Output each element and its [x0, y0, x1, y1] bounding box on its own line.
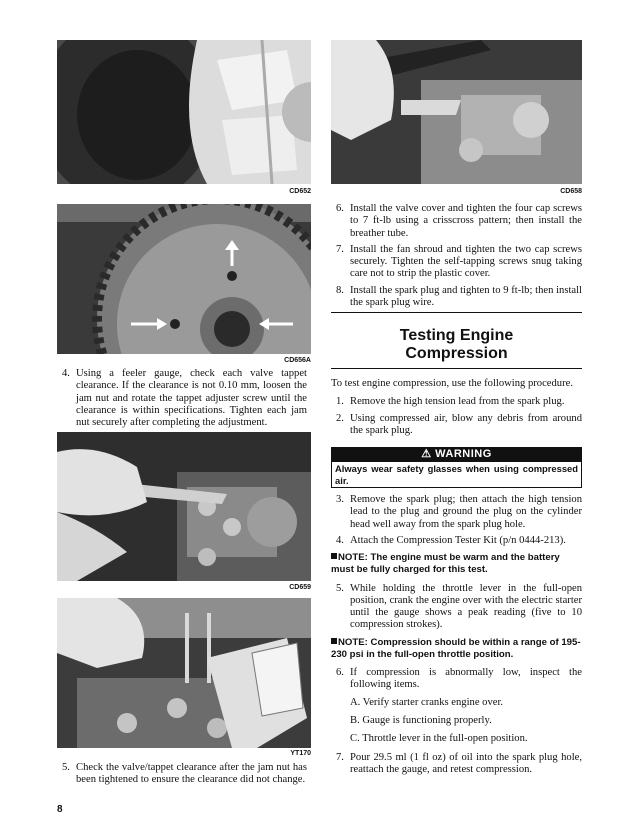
sub-item-a: A. Verify starter cranks engine over.: [350, 696, 504, 708]
page-number: 8: [57, 804, 63, 815]
step-text: Using a feeler gauge, check each valve tappet clearance. If the clearance is not 0.10 mm, loosen the jam nut and rotate the tappet adjuster screw until the clearance is within specifications. Tighten each jam nut securely after completing the adjustment.: [76, 368, 307, 429]
note-bullet-icon: [331, 638, 337, 644]
step-3: [336, 494, 582, 531]
section-top-rule: [331, 312, 582, 313]
step-number: 7.: [336, 243, 344, 255]
step-text: Check the valve/tappet clearance after the jam nut has been tightened to ensure the clearance did not change.: [76, 762, 307, 786]
note-text: NOTE: Compression should be within a range of 195-230 psi in the full-open throttle position.: [331, 636, 581, 660]
step-number: 5.: [336, 582, 344, 594]
figure-code-cd652: CD652: [289, 188, 311, 195]
step-text: Using compressed air, blow any debris from around the spark plug.: [350, 412, 582, 436]
step-number: 2.: [336, 412, 344, 424]
step-4: [336, 535, 582, 547]
step-text: Remove the spark plug; then attach the high tension lead to the plug and ground the plug on the cylinder head well away from the spark plug hole.: [350, 494, 582, 530]
right-body: [331, 378, 582, 437]
figure-code-cd658: CD658: [560, 188, 582, 195]
step-2: [336, 413, 582, 438]
left-step-4: [62, 368, 307, 429]
warning-text: Always wear safety glasses when using compressed air.: [335, 463, 578, 486]
step-7: [336, 244, 582, 281]
figure-code-yt170: YT170: [290, 750, 311, 757]
note-text: NOTE: The engine must be warm and the battery must be fully charged for this test.: [331, 552, 560, 576]
note-bullet-icon: [331, 553, 337, 559]
step-number: 4.: [62, 368, 70, 379]
step-number: 6.: [336, 203, 344, 214]
step-number: 6.: [336, 667, 344, 679]
step-number: 4.: [336, 534, 344, 546]
step-6-inspect: [336, 667, 582, 692]
step-number: 5.: [62, 762, 70, 773]
step-8: [336, 285, 582, 310]
left-step-5: [62, 762, 307, 787]
sub-item-c: C. Throttle lever in the full-open position.: [350, 733, 528, 745]
step-text: Pour 29.5 ml (1 fl oz) of oil into the spark plug hole, reattach the gauge, and retest compression.: [350, 751, 582, 775]
step-text: Install the fan shroud and tighten the two cap screws securely. Tighten the self-tapping screws snug taking care not to strip the plastic cover.: [350, 243, 582, 280]
heading-line-1: Testing Engine: [399, 327, 514, 344]
figure-code-cd656a: CD656A: [284, 357, 311, 364]
photo-fan-shroud: [57, 40, 311, 184]
step-text: Install the spark plug and tighten to 9 ft-lb; then install the spark plug wire.: [350, 284, 582, 309]
step-7-oil: [336, 752, 582, 777]
warning-box: [331, 462, 582, 488]
step-text: Remove the high tension lead from the spark plug.: [350, 396, 565, 408]
step-text: While holding the throttle lever in the full-open position, crank the engine over with the electric starter until the gauge shows a peak reading (five to 10 compression strokes).: [350, 582, 582, 631]
note-compression-range: [331, 637, 582, 661]
sub-item-b: B. Gauge is functioning properly.: [350, 715, 492, 727]
photo-valve-cover: [331, 40, 582, 184]
right-body-2: [331, 494, 582, 776]
step-number: 8.: [336, 284, 344, 296]
step-6: [336, 203, 582, 240]
photo-timing-sprocket: [57, 204, 311, 354]
photo-tappet-adjustment: [57, 598, 311, 748]
heading-line-2: Compression: [405, 345, 508, 362]
step-number: 3.: [336, 494, 344, 505]
step-number: 7.: [336, 751, 344, 763]
intro-text: To test engine compression, use the following procedure.: [331, 378, 573, 389]
step-text: Install the valve cover and tighten the four cap screws to 7 ft-lb using a crisscross pattern; then install the breather tube.: [350, 203, 582, 239]
photo-feeler-gauge: [57, 432, 311, 581]
figure-code-cd659: CD659: [289, 584, 311, 591]
right-steps-top: [336, 203, 582, 309]
warning-title: WARNING: [435, 448, 492, 460]
step-number: 1.: [336, 396, 344, 408]
step-1: [336, 396, 582, 408]
step-text: If compression is abnormally low, inspect the following items.: [350, 667, 582, 691]
warning-header: [331, 447, 582, 462]
section-heading: [331, 327, 582, 363]
note-warm-engine: [331, 552, 582, 576]
warning-icon: ⚠: [421, 448, 432, 460]
section-bottom-rule: [331, 368, 582, 369]
step-text: Attach the Compression Tester Kit (p/n 0444-213).: [350, 534, 566, 546]
step-5: [336, 583, 582, 632]
